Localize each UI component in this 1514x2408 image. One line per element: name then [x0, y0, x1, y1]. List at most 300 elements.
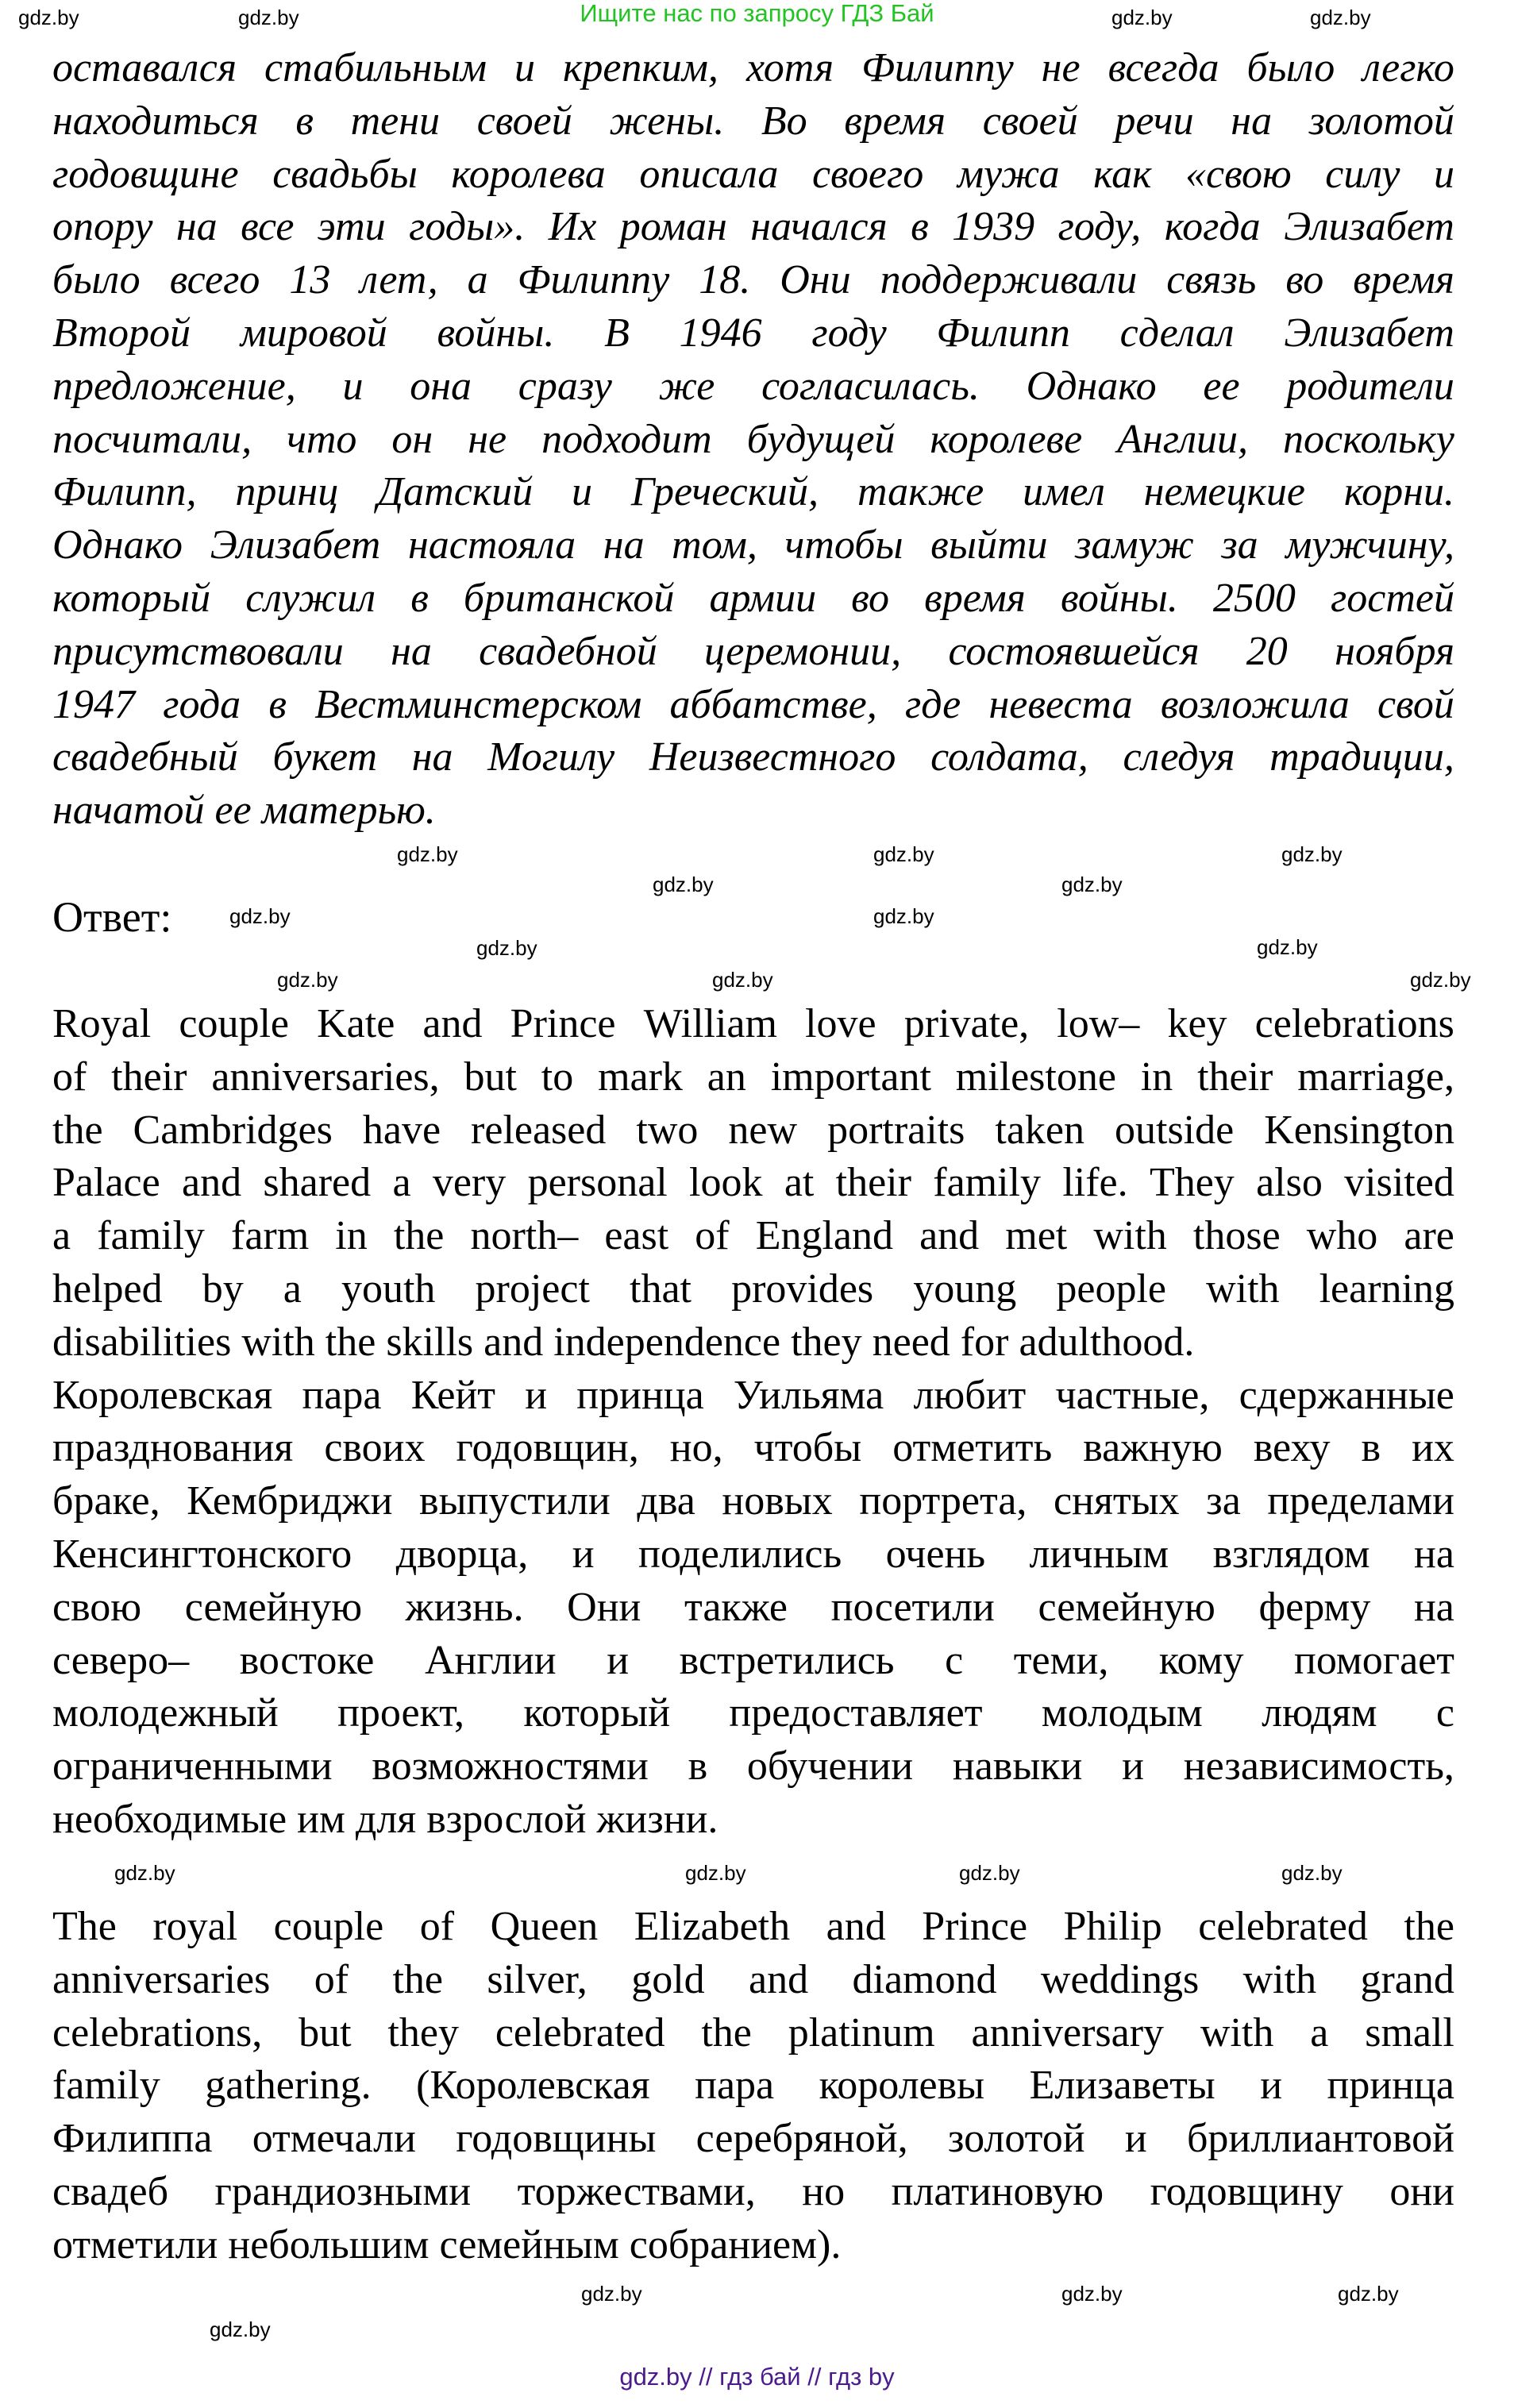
watermark: gdz.by — [210, 2317, 271, 2341]
word: farm — [231, 1213, 310, 1259]
word: года — [163, 681, 241, 727]
word: на — [1414, 1531, 1454, 1577]
word: жены. — [609, 98, 725, 144]
word: в — [295, 98, 314, 144]
word: Элизабет — [1284, 204, 1454, 250]
word: gold — [631, 1956, 705, 2002]
word: своей — [476, 98, 572, 144]
text-line — [52, 1582, 1454, 1635]
watermark: gdz.by — [229, 904, 291, 928]
word: отметить — [892, 1425, 1053, 1471]
word: на — [175, 204, 218, 250]
word: посетили — [830, 1584, 995, 1630]
text-line — [52, 626, 1454, 679]
word: солдата, — [930, 734, 1088, 780]
word: marriage, — [1297, 1054, 1454, 1100]
word: также — [857, 469, 984, 515]
word: они — [1389, 2168, 1454, 2214]
search-banner[interactable]: Ищите нас по запросу ГДЗ Бай — [580, 0, 934, 27]
word: weddings — [1040, 1956, 1200, 2002]
word: востоке — [239, 1637, 375, 1683]
watermark: gdz.by — [1281, 1861, 1343, 1885]
word: Royal — [52, 1001, 152, 1046]
word: время — [844, 98, 946, 144]
word: but — [464, 1054, 517, 1100]
text-line — [52, 1210, 1454, 1263]
word: начатой — [52, 788, 205, 834]
word: Уильяма — [733, 1372, 884, 1418]
word: family — [97, 1213, 205, 1259]
word: В — [604, 310, 630, 356]
word: helped — [52, 1266, 163, 1312]
word: at — [784, 1160, 815, 1206]
word: все — [241, 204, 295, 250]
word: Palace — [52, 1160, 160, 1206]
word: принца — [1327, 2063, 1454, 2109]
word: платиновую — [891, 2168, 1104, 2214]
word: на — [391, 628, 432, 674]
word: им — [297, 1796, 345, 1842]
text-line — [52, 2166, 1454, 2219]
word: семейным — [439, 2221, 619, 2267]
word: provides — [731, 1266, 874, 1312]
word: когда — [1164, 204, 1261, 250]
word: they — [791, 1319, 862, 1365]
text-line — [52, 1051, 1454, 1104]
text-paragraph — [52, 42, 1454, 838]
word: The — [52, 1904, 117, 1949]
word: 18. — [699, 257, 751, 303]
text-line — [52, 1316, 1454, 1370]
watermark: gdz.by — [1338, 2282, 1399, 2306]
text-line — [52, 731, 1454, 784]
word: пределами — [1267, 1478, 1454, 1524]
word: love — [805, 1001, 876, 1046]
word: in — [335, 1213, 368, 1259]
word: своих — [324, 1425, 426, 1471]
text-line — [52, 1528, 1454, 1582]
word: their — [111, 1054, 187, 1100]
watermark: gdz.by — [581, 2282, 642, 2306]
word: и — [525, 1372, 548, 1418]
word: браке, — [52, 1478, 160, 1524]
word: собранием). — [629, 2221, 842, 2267]
word: своей — [982, 98, 1078, 144]
word: that — [630, 1266, 692, 1312]
word: in — [1140, 1054, 1173, 1100]
text-line — [52, 1370, 1454, 1423]
word: independence — [553, 1319, 781, 1365]
word: и — [1260, 2063, 1283, 2109]
word: young — [913, 1266, 1017, 1312]
word: couple — [273, 1904, 384, 1949]
word: the — [52, 1107, 103, 1153]
word: стабильным — [264, 45, 487, 91]
word: имел — [1023, 469, 1105, 515]
word: the — [392, 1956, 443, 2002]
word: который — [523, 1690, 671, 1736]
word: Елизаветы — [1029, 2063, 1215, 2109]
word: и — [1433, 151, 1454, 197]
word: небольшим — [228, 2221, 430, 2267]
word: невеста — [988, 681, 1133, 727]
word: 20 — [1246, 628, 1288, 674]
text-line — [52, 784, 1454, 838]
word: are — [1404, 1213, 1454, 1259]
word: предложение, — [52, 363, 296, 409]
footer-separator: // — [699, 2363, 713, 2391]
word: же — [658, 363, 715, 409]
word: anniversaries — [52, 1956, 271, 2002]
word: Их — [548, 204, 597, 250]
word: Kensington — [1264, 1107, 1454, 1153]
word: новых — [722, 1478, 833, 1524]
word: life. — [1062, 1160, 1128, 1206]
word: легко — [1362, 45, 1454, 91]
word: celebrations, — [52, 2009, 263, 2055]
word: всего — [169, 257, 260, 303]
word: and — [483, 1319, 544, 1365]
text-line — [52, 519, 1454, 572]
word: Англии, — [1117, 416, 1249, 462]
text-line — [52, 998, 1454, 1051]
word: Вестминстерском — [314, 681, 642, 727]
word: она — [410, 363, 472, 409]
word: было — [1246, 45, 1335, 91]
word: Queen — [490, 1904, 599, 1949]
word: взглядом — [1212, 1531, 1370, 1577]
word: Prince — [922, 1904, 1028, 1949]
word: проект, — [337, 1690, 464, 1736]
word: отмечали — [252, 2116, 416, 2162]
word: время — [1353, 257, 1454, 303]
word: the — [325, 1319, 376, 1365]
word: очень — [885, 1531, 986, 1577]
word: a — [283, 1266, 302, 1312]
word: ферму — [1258, 1584, 1371, 1630]
word: но — [802, 2168, 846, 2214]
word: и — [514, 45, 536, 91]
word: north– — [470, 1213, 579, 1259]
word: семейную — [1038, 1584, 1215, 1630]
word: роман — [619, 204, 727, 250]
word: royal — [152, 1904, 238, 1949]
word: milestone — [955, 1054, 1116, 1100]
word: of — [52, 1054, 87, 1100]
word: anniversaries, — [211, 1054, 440, 1100]
word: diamond — [852, 1956, 997, 2002]
word: свадеб — [52, 2168, 169, 2214]
word: на — [1231, 98, 1273, 144]
word: молодежный — [52, 1690, 279, 1736]
word: Они — [780, 257, 851, 303]
word: of — [695, 1213, 730, 1259]
word: who — [1306, 1213, 1378, 1259]
word: They — [1149, 1160, 1235, 1206]
word: сразу — [518, 363, 612, 409]
word: войны. — [1060, 575, 1178, 621]
word: речи — [1115, 98, 1194, 144]
word: тени — [350, 98, 441, 144]
word: а — [467, 257, 488, 303]
word: возможностями — [372, 1743, 649, 1790]
word: королевы — [819, 2063, 985, 2109]
word: северо– — [52, 1637, 190, 1683]
word: ноября — [1335, 628, 1454, 674]
text-line — [52, 201, 1454, 254]
text-line — [52, 466, 1454, 519]
word: their — [835, 1160, 911, 1206]
word: by — [202, 1266, 244, 1312]
word: 1947 — [52, 681, 135, 727]
word: taken — [995, 1107, 1084, 1153]
word: независимость, — [1183, 1743, 1454, 1790]
word: look — [689, 1160, 763, 1206]
word: Англии — [424, 1637, 557, 1683]
word: принца — [576, 1372, 704, 1418]
text-line — [52, 2007, 1454, 2060]
word: need — [872, 1319, 950, 1365]
text-line — [52, 1263, 1454, 1316]
word: Cambridges — [133, 1107, 333, 1153]
word: эти — [317, 204, 386, 250]
word: что — [287, 416, 357, 462]
word: Элизабет — [1284, 310, 1454, 356]
word: их — [1412, 1425, 1454, 1471]
word: and — [919, 1213, 980, 1259]
word: Во — [761, 98, 807, 144]
word: of — [314, 1956, 349, 2002]
word: Кейт — [410, 1372, 496, 1418]
word: (Королевская — [416, 2063, 650, 2109]
word: Филипп — [936, 310, 1070, 356]
word: свадебный — [52, 734, 238, 780]
word: личным — [1029, 1531, 1169, 1577]
footer-link-gdz-bai[interactable]: гдз бай — [719, 2363, 801, 2391]
word: опору — [52, 204, 153, 250]
word: to — [541, 1054, 574, 1100]
word: и — [1122, 1743, 1144, 1790]
watermark: gdz.by — [1061, 873, 1123, 896]
word: ее — [1203, 363, 1240, 409]
word: войны. — [437, 310, 555, 356]
word: couple — [179, 1001, 289, 1046]
word: east — [604, 1213, 669, 1259]
word: Элизабет — [210, 522, 381, 568]
banner-row — [0, 0, 1514, 27]
word: кому — [1158, 1637, 1244, 1683]
word: в — [268, 681, 287, 727]
text-line — [52, 2113, 1454, 2166]
word: настояла — [407, 522, 576, 568]
word: том, — [672, 522, 757, 568]
word: with — [1206, 1266, 1280, 1312]
watermark: gdz.by — [1111, 6, 1173, 29]
text-line — [52, 1793, 1454, 1847]
word: букет — [272, 734, 378, 780]
word: дворца, — [395, 1531, 529, 1577]
watermark: gdz.by — [397, 842, 458, 866]
word: the — [393, 1213, 445, 1259]
word: в — [1361, 1425, 1381, 1471]
footer-separator: // — [807, 2363, 822, 2391]
word: сдержанные — [1239, 1372, 1454, 1418]
word: Датский — [377, 469, 534, 515]
word: на — [1413, 1584, 1454, 1630]
watermark: gdz.by — [277, 968, 338, 992]
word: Elizabeth — [634, 1904, 791, 1949]
word: во — [851, 575, 890, 621]
word: пара — [302, 1372, 382, 1418]
word: с — [1435, 1690, 1454, 1736]
word: встретились — [679, 1637, 895, 1683]
word: «свою — [1185, 151, 1292, 197]
word: for — [960, 1319, 1009, 1365]
word: присутствовали — [52, 628, 344, 674]
word: выйти — [930, 522, 1048, 568]
word: disabilities — [52, 1319, 232, 1365]
word: чтобы — [753, 1425, 862, 1471]
watermark: gdz.by — [476, 936, 537, 960]
watermark: gdz.by — [873, 842, 934, 866]
word: Philip — [1063, 1904, 1162, 1949]
word: для — [355, 1796, 417, 1842]
word: аббатстве, — [669, 681, 877, 727]
word: золотой — [947, 2116, 1085, 2162]
word: skills — [386, 1319, 474, 1365]
word: необходимые — [52, 1796, 287, 1842]
word: Они — [567, 1584, 641, 1630]
word: and — [422, 1001, 483, 1046]
word: свадебной — [479, 628, 657, 674]
footer-link-gdz-by[interactable]: gdz.by — [619, 2363, 692, 2391]
word: принц — [235, 469, 339, 515]
word: серебряной, — [695, 2116, 908, 2162]
word: своего — [811, 151, 924, 197]
word: празднования — [52, 1425, 294, 1471]
text-line — [52, 1687, 1454, 1740]
word: хотя — [745, 45, 834, 91]
word: anniversary — [971, 2009, 1165, 2055]
word: важную — [1083, 1425, 1223, 1471]
word: have — [362, 1107, 441, 1153]
word: замуж — [1075, 522, 1194, 568]
word: находиться — [52, 98, 259, 144]
word: сделал — [1119, 310, 1235, 356]
word: family — [933, 1160, 1042, 1206]
word: Однако — [1026, 363, 1157, 409]
word: grand — [1360, 1956, 1454, 2002]
word: обучении — [746, 1743, 914, 1790]
word: поделились — [638, 1531, 842, 1577]
word: крепким, — [563, 45, 718, 91]
word: Филиппа — [52, 2116, 213, 2162]
word: but — [299, 2009, 352, 2055]
word: грандиозными — [214, 2168, 472, 2214]
watermark: gdz.by — [685, 1861, 746, 1885]
word: годовщину — [1150, 2168, 1343, 2214]
word: the — [701, 2009, 752, 2055]
word: в — [911, 204, 929, 250]
word: лет, — [360, 257, 438, 303]
word: выпустили — [419, 1478, 611, 1524]
word: youth — [341, 1266, 436, 1312]
word: project — [475, 1266, 590, 1312]
word: platinum — [788, 2009, 935, 2055]
footer-row — [0, 2363, 1514, 2391]
word: mark — [598, 1054, 683, 1100]
word: гостей — [1331, 575, 1454, 621]
text-line — [52, 2059, 1454, 2113]
word: начался — [750, 204, 888, 250]
footer-link-gdz-by-cyr[interactable]: гдз by — [828, 2363, 895, 2391]
text-line — [52, 254, 1454, 307]
word: родители — [1286, 363, 1454, 409]
word: Prince — [510, 1001, 616, 1046]
word: частные, — [1055, 1372, 1210, 1418]
text-line — [52, 1901, 1454, 1954]
word: годы». — [409, 204, 526, 250]
word: met — [1005, 1213, 1068, 1259]
word: годовщин, — [456, 1425, 639, 1471]
word: посчитали, — [52, 416, 252, 462]
watermark: gdz.by — [1257, 935, 1318, 959]
word: ограниченными — [52, 1743, 333, 1790]
word: семейную — [184, 1584, 363, 1630]
watermark: gdz.by — [18, 6, 79, 29]
word: торжествами, — [517, 2168, 756, 2214]
word: следуя — [1123, 734, 1235, 780]
word: свой — [1377, 681, 1454, 727]
word: традиции, — [1269, 734, 1454, 780]
watermark: gdz.by — [1410, 968, 1471, 992]
word: веху — [1253, 1425, 1331, 1471]
word: with — [1093, 1213, 1167, 1259]
text-line — [52, 42, 1454, 95]
word: celebrated — [495, 2009, 665, 2055]
word: Филиппу — [861, 45, 1014, 91]
word: Второй — [52, 310, 191, 356]
word: 1946 — [679, 310, 762, 356]
word: their — [1197, 1054, 1273, 1100]
word: пара — [695, 2063, 775, 2109]
word: 13 — [289, 257, 331, 303]
word: Могилу — [487, 734, 615, 780]
word: жизнь. — [405, 1584, 524, 1630]
word: отметили — [52, 2221, 218, 2267]
word: году — [811, 310, 887, 356]
footer-links — [619, 2363, 894, 2391]
word: and — [826, 1904, 886, 1949]
word: people — [1056, 1266, 1166, 1312]
word: предоставляет — [729, 1690, 983, 1736]
text-line — [52, 1104, 1454, 1158]
word: молодым — [1041, 1690, 1203, 1736]
word: за — [1206, 1478, 1241, 1524]
text-line — [52, 572, 1454, 626]
word: на — [603, 522, 645, 568]
answer-paragraph-2 — [52, 1901, 1454, 2272]
word: он — [391, 416, 433, 462]
watermark: gdz.by — [653, 873, 714, 896]
word: и — [572, 1531, 595, 1577]
word: silver, — [487, 1956, 587, 2002]
word: будущей — [746, 416, 896, 462]
text-line — [52, 307, 1454, 360]
word: two — [636, 1107, 699, 1153]
word: outside — [1115, 1107, 1235, 1153]
word: portraits — [827, 1107, 965, 1153]
